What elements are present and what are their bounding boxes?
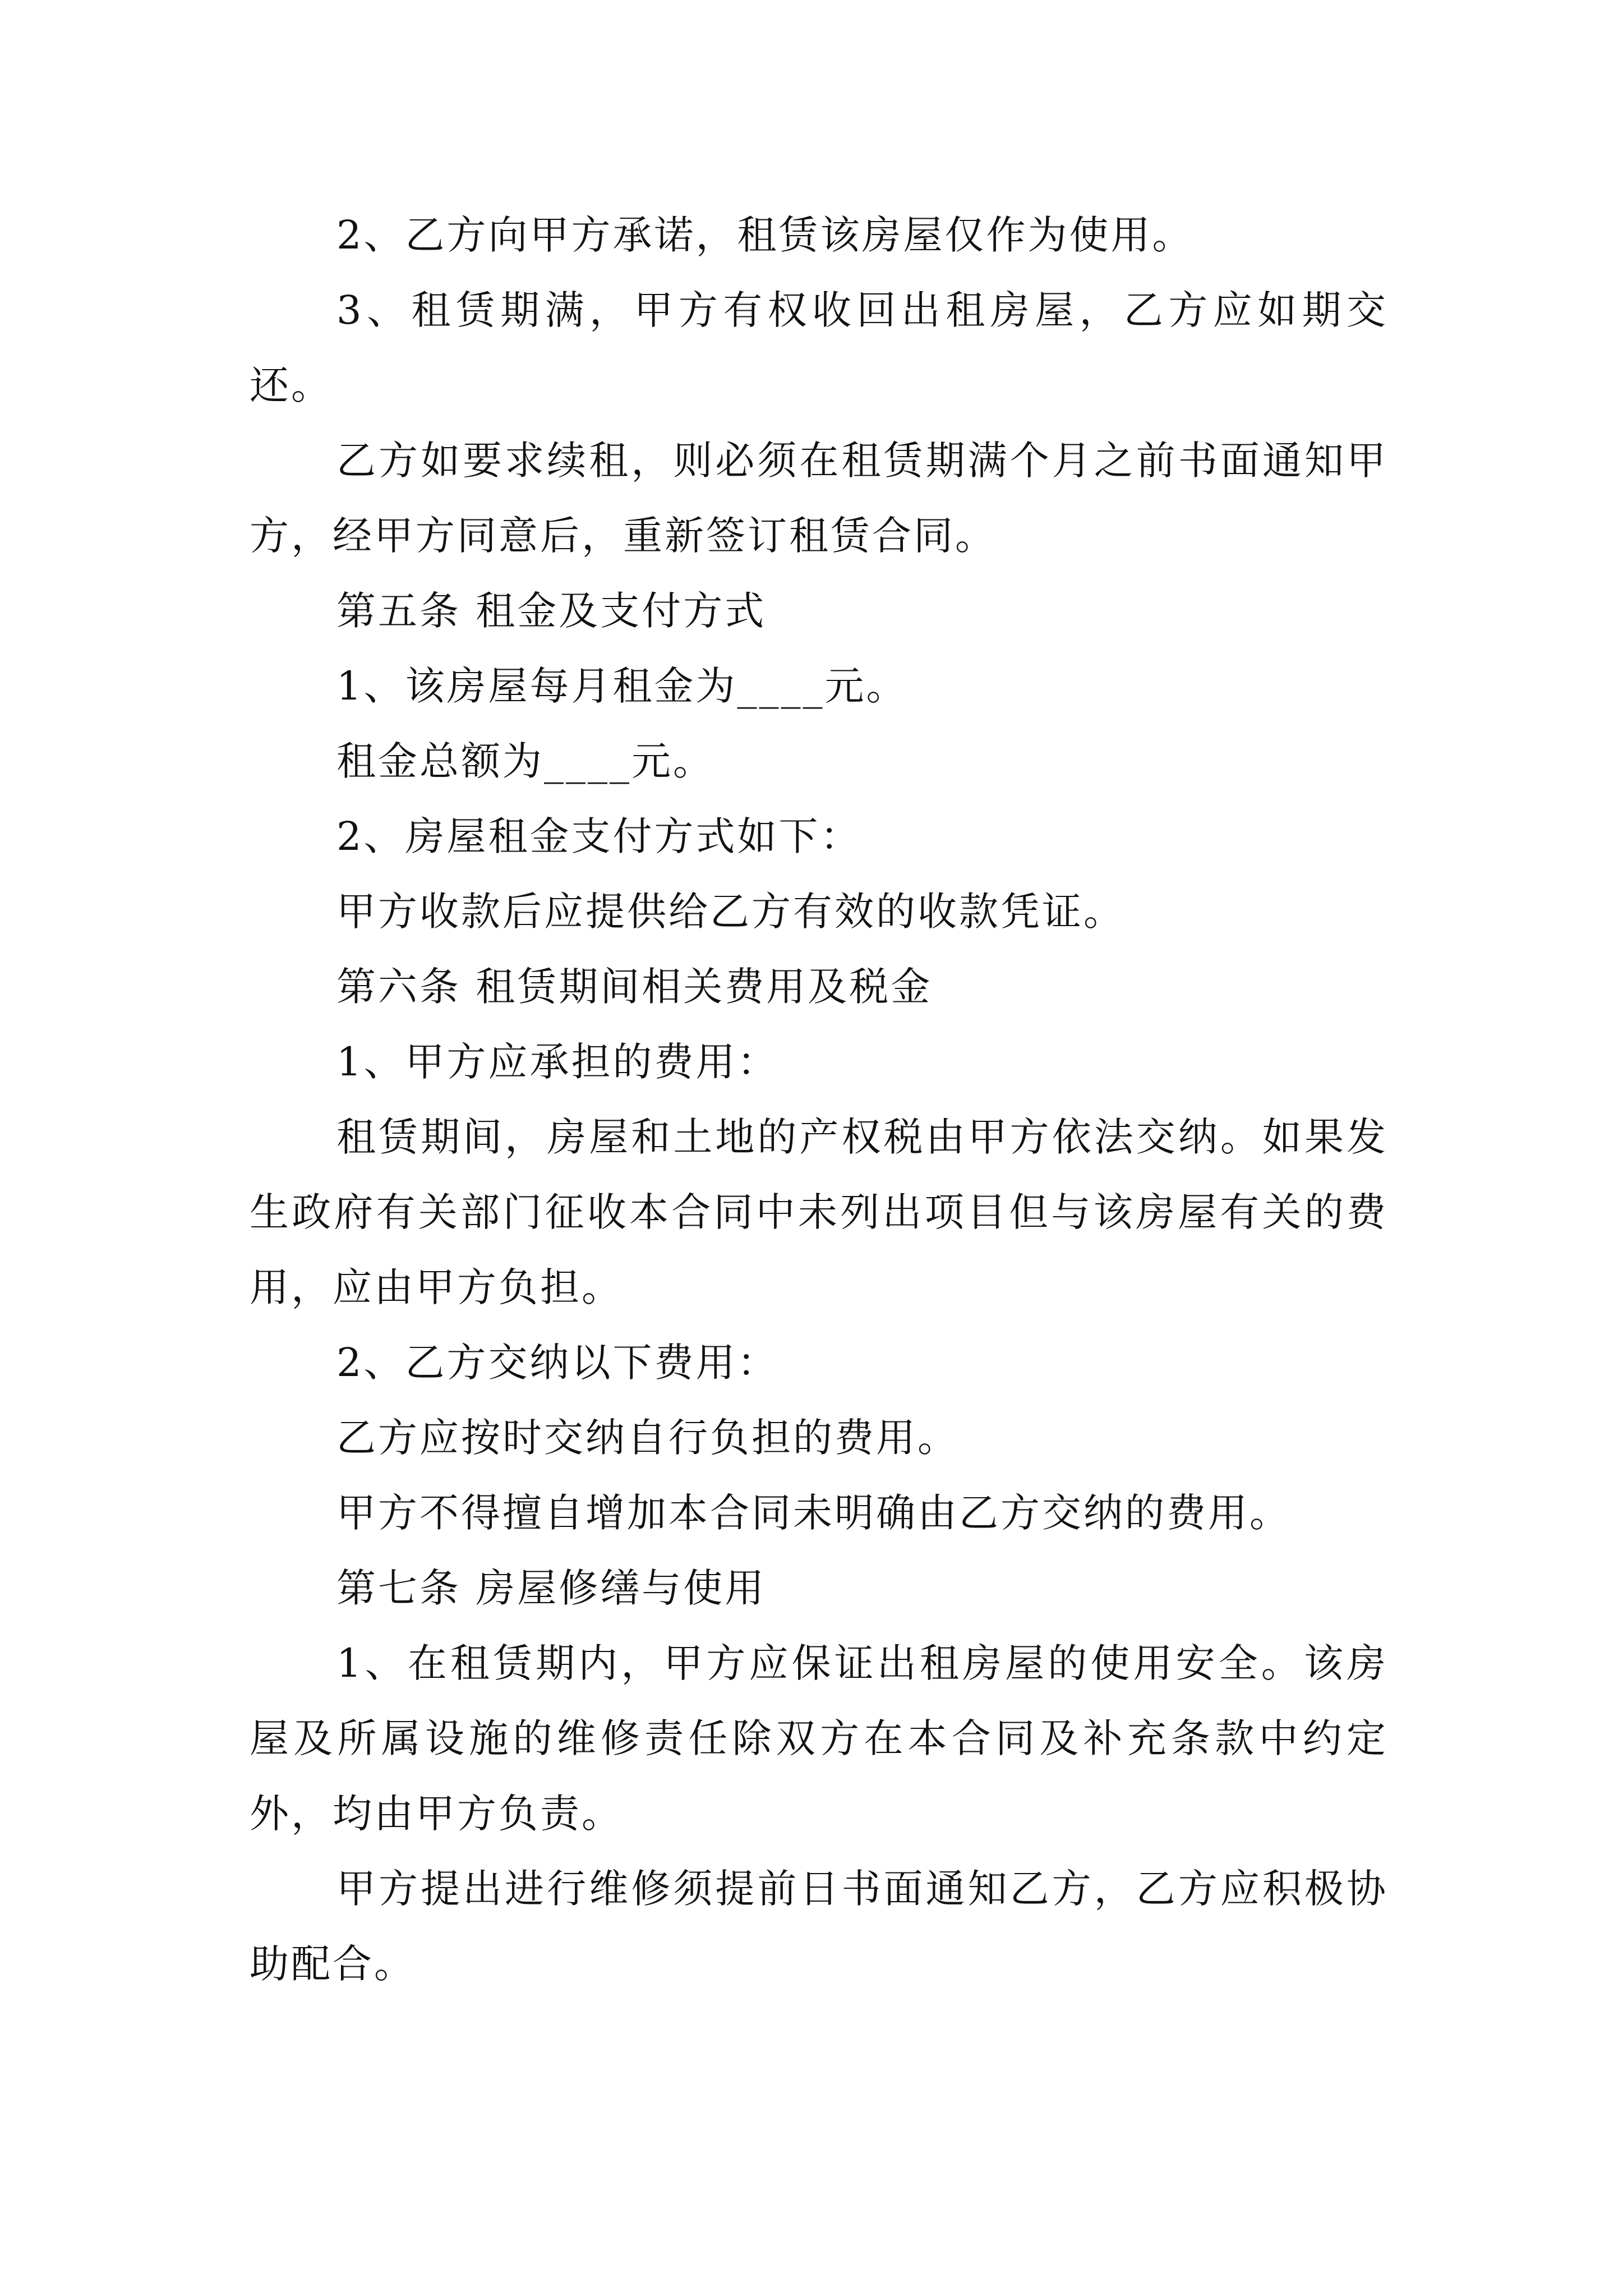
no-extra-fees-line: 甲方不得擅自增加本合同未明确由乙方交纳的费用。 [336, 1490, 1291, 1536]
rent-payment-method-line: 2、房屋租金支付方式如下： [336, 813, 862, 859]
landlord-fees-paragraph: 租赁期间，房屋和土地的产权税由甲方依法交纳。如果发生政府有关部门征收本合同中未列出项目但与该房屋有关的费用，应由甲方负担。 [250, 1114, 1388, 1310]
tenant-fees-line: 乙方应按时交纳自行负担的费用。 [336, 1415, 959, 1461]
contract-body [250, 197, 1388, 2001]
article-7-heading: 第七条 房屋修缮与使用 [336, 1565, 767, 1611]
total-rent-line: 租金总额为____元。 [336, 738, 714, 784]
landlord-fees-heading: 1、甲方应承担的费用： [336, 1039, 779, 1085]
clause-3-lease-expiry-return: 3、租赁期满，甲方有权收回出租房屋，乙方应如期交还。 [250, 287, 1388, 408]
repair-responsibility-paragraph: 1、在租赁期内，甲方应保证出租房屋的使用安全。该房屋及所属设施的维修责任除双方在本合同及补充条款中约定外，均由甲方负责。 [250, 1640, 1388, 1837]
article-5-heading: 第五条 租金及支付方式 [336, 588, 767, 634]
monthly-rent-line: 1、该房屋每月租金为____元。 [336, 663, 908, 709]
repair-notice-paragraph: 甲方提出进行维修须提前日书面通知乙方，乙方应积极协助配合。 [250, 1866, 1388, 1987]
article-6-heading: 第六条 租赁期间相关费用及税金 [336, 964, 933, 1010]
receipt-voucher-line: 甲方收款后应提供给乙方有效的收款凭证。 [336, 889, 1125, 935]
clause-2-usage-commitment: 2、乙方向甲方承诺，租赁该房屋仅作为使用。 [336, 212, 1194, 258]
tenant-fees-heading: 2、乙方交纳以下费用： [336, 1340, 779, 1386]
renewal-notice-paragraph: 乙方如要求续租，则必须在租赁期满个月之前书面通知甲方，经甲方同意后，重新签订租赁合同。 [250, 438, 1388, 559]
